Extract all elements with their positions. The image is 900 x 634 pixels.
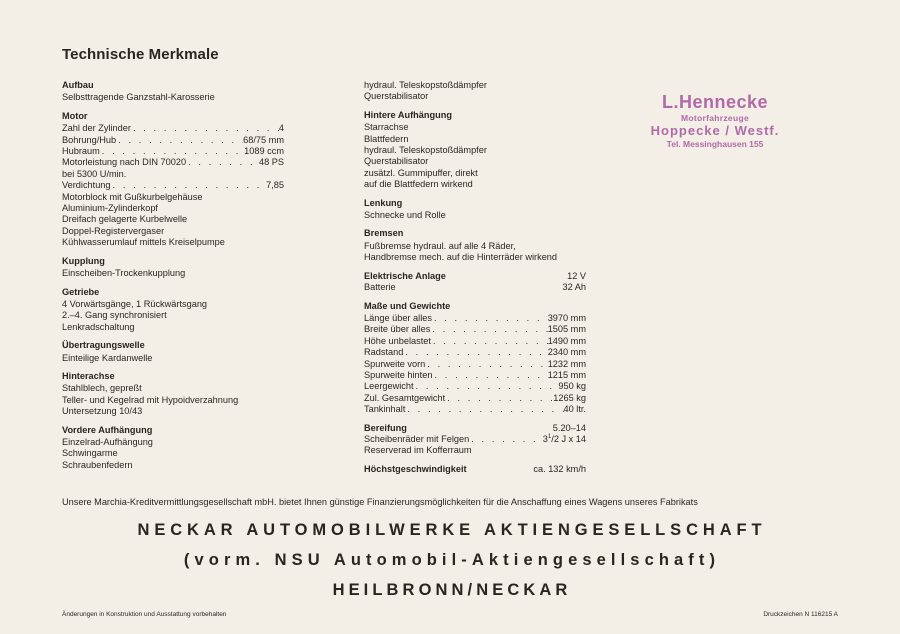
leader-dots	[469, 434, 543, 445]
spec-label: Zahl der Zylinder	[62, 123, 131, 134]
spec-line: hydraul. Teleskopstoßdämpfer	[364, 80, 487, 90]
section-vordere-aufhaengung	[62, 425, 284, 472]
middle-column	[364, 80, 586, 482]
leader-dots	[445, 393, 553, 404]
dealer-name: L.Hennecke	[661, 92, 769, 112]
spec-label: Bohrung/Hub	[62, 134, 117, 145]
spec-heading-row	[364, 271, 586, 282]
spec-heading-row	[364, 423, 586, 434]
section-heading: Getriebe	[62, 286, 100, 297]
spec-line: Stahlblech, gepreßt	[62, 383, 142, 394]
spec-label: Spurweite vorn	[364, 358, 426, 369]
spec-value: 950 kg	[558, 381, 586, 392]
dealer-trade: Motorfahrzeuge	[681, 113, 749, 123]
section-heading: Hinterachse	[62, 370, 115, 381]
spec-label: Motorleistung nach DIN 70020	[62, 157, 187, 168]
leader-dots	[116, 135, 243, 146]
spec-line: Blattfedern	[364, 133, 409, 144]
spec-line: Lenkradschaltung	[62, 321, 135, 332]
spec-label: Zul. Gesamtgewicht	[364, 392, 446, 403]
spec-line: Kühlwasserumlauf mittels Kreiselpumpe	[62, 237, 225, 248]
spec-line: Motorblock mit Gußkurbelgehäuse	[62, 191, 203, 202]
spec-row	[364, 336, 586, 347]
rim-value-rest: /2 J x 14	[551, 433, 586, 444]
section-getriebe	[62, 287, 284, 334]
spec-row	[364, 313, 586, 324]
leader-dots	[432, 313, 548, 324]
spec-row	[62, 123, 284, 134]
section-heading: Vordere Aufhängung	[62, 424, 153, 435]
company-location: HEILBRONN/NECKAR	[332, 581, 572, 599]
section-aufbau	[62, 80, 284, 104]
section-heading: Kupplung	[62, 255, 105, 266]
leader-dots	[131, 123, 279, 134]
section-uebertragungswelle	[62, 340, 284, 364]
spec-line: Starrachse	[364, 122, 409, 133]
spec-line: Einscheiben-Trockenkupplung	[62, 268, 186, 279]
spec-value: 1505 mm	[547, 324, 586, 335]
leader-dots	[425, 359, 547, 370]
leader-dots	[186, 157, 259, 168]
spec-row	[364, 393, 586, 404]
spec-line: Einteilige Kardanwelle	[62, 352, 153, 363]
spec-label: Verdichtung	[62, 180, 111, 191]
spec-line: hydraul. Teleskopstoßdämpfer	[364, 145, 487, 156]
spec-line: Selbsttragende Ganzstahl-Karosserie	[62, 92, 215, 103]
section-heading: Hintere Aufhängung	[364, 109, 452, 120]
footer-disclaimer: Änderungen in Konstruktion und Ausstattung vorbehalten	[62, 611, 227, 618]
spec-line: Dreifach gelagerte Kurbelwelle	[62, 214, 188, 225]
finance-note: Unsere Marchia-Kreditvermittlungsgesellschaft mbH. bietet Ihnen günstige Finanzierungsmöglichkeiten für die Anschaffung eines Wagens unseres Fabrikats	[62, 497, 698, 507]
spec-line: bei 5300 U/min.	[62, 168, 127, 179]
spec-value: 68/75 mm	[243, 134, 284, 145]
section-lenkung	[364, 198, 586, 222]
section-heading: Aufbau	[62, 80, 94, 90]
spec-label: Höhe unbelastet	[364, 335, 431, 346]
spec-row	[364, 434, 586, 445]
spec-value: 1215 mm	[547, 369, 586, 380]
spec-line: Schnecke und Rolle	[364, 210, 446, 221]
spec-row	[62, 180, 284, 191]
spec-value: 1490 mm	[547, 335, 586, 346]
left-column	[62, 80, 284, 478]
spec-value: 40 ltr.	[563, 404, 586, 415]
dealer-town: Hoppecke / Westf.	[650, 123, 780, 138]
leader-dots	[431, 336, 548, 347]
spec-value: 1232 mm	[547, 358, 586, 369]
spec-line: auf die Blattfedern wirkend	[364, 179, 473, 190]
spec-row	[62, 157, 284, 168]
spec-value: 5.20–14	[552, 422, 586, 433]
section-heading: Motor	[62, 110, 88, 121]
spec-value: 2340 mm	[547, 347, 586, 358]
spec-value	[543, 434, 586, 445]
spec-label: Radstand	[364, 347, 404, 358]
spec-line: zusätzl. Gummipuffer, direkt	[364, 167, 478, 178]
spec-label: Batterie	[364, 282, 396, 293]
spec-row	[364, 324, 586, 335]
section-hintere-aufhaengung	[364, 110, 586, 191]
page-title: Technische Merkmale	[62, 46, 219, 63]
spec-row	[364, 359, 586, 370]
spec-line: Querstabilisator	[364, 156, 429, 167]
dealer-stamp	[640, 92, 790, 150]
spec-row	[364, 282, 586, 293]
spec-value: 4	[278, 123, 284, 134]
section-masse-gewichte	[364, 301, 586, 416]
spec-line: Schwingarme	[62, 448, 118, 459]
spec-value: 32 Ah	[562, 282, 586, 293]
spec-row	[364, 404, 586, 415]
spec-label: Spurweite hinten	[364, 369, 433, 380]
spec-row	[364, 347, 586, 358]
section-motor	[62, 111, 284, 249]
dealer-phone: Tel. Messinghausen 155	[666, 139, 764, 149]
spec-line: Reserverad im Kofferraum	[364, 445, 472, 456]
section-kupplung	[62, 256, 284, 280]
spec-line: Aluminium-Zylinderkopf	[62, 203, 158, 214]
section-heading: Bereifung	[364, 422, 407, 433]
spec-row	[62, 135, 284, 146]
spec-line: Teller- und Kegelrad mit Hypoidverzahnung	[62, 394, 239, 405]
section-heading: Höchstgeschwindigkeit	[364, 463, 467, 474]
spec-value: 48 PS	[258, 157, 284, 168]
section-hoechstgeschwindigkeit	[364, 464, 586, 475]
spec-label: Tankinhalt	[364, 404, 406, 415]
footer-print-code: Druckzeichen N 116215 A	[763, 611, 838, 618]
spec-line: Querstabilisator	[364, 91, 429, 102]
spec-row	[62, 146, 284, 157]
rim-value-sup: 1	[547, 433, 552, 440]
leader-dots	[430, 324, 547, 335]
section-bremsen	[364, 228, 586, 263]
spec-line: Handbremse mech. auf die Hinterräder wirkend	[364, 252, 558, 263]
spec-label: Länge über alles	[364, 312, 432, 323]
leader-dots	[405, 404, 563, 415]
spec-label: Breite über alles	[364, 324, 431, 335]
leader-dots	[414, 381, 559, 392]
leader-dots	[100, 146, 244, 157]
section-hinterachse	[62, 371, 284, 418]
section-bereifung	[364, 423, 586, 457]
spec-label: Scheibenräder mit Felgen	[364, 433, 470, 444]
leader-dots	[111, 180, 267, 191]
spec-line: Untersetzung 10/43	[62, 406, 143, 417]
spec-value: 12 V	[567, 270, 586, 281]
spec-value: 1265 kg	[553, 392, 586, 403]
spec-row	[364, 381, 586, 392]
spec-line: Einzelrad-Aufhängung	[62, 436, 153, 447]
spec-line: Doppel-Registervergaser	[62, 225, 165, 236]
rim-value-whole: 3	[542, 433, 548, 444]
spec-value: 7,85	[266, 180, 284, 191]
spec-row	[364, 370, 586, 381]
leader-dots	[403, 347, 547, 358]
spec-line: Fußbremse hydraul. auf alle 4 Räder,	[364, 240, 516, 251]
spec-line: Schraubenfedern	[62, 459, 133, 470]
section-heading: Lenkung	[364, 197, 403, 208]
spec-heading-row	[364, 464, 586, 475]
spec-line: 2.–4. Gang synchronisiert	[62, 310, 167, 321]
section-heading: Übertragungswelle	[62, 340, 145, 351]
section-heading: Maße und Gewichte	[364, 300, 451, 311]
spec-value: ca. 132 km/h	[533, 463, 586, 474]
section-elektrische-anlage	[364, 271, 586, 294]
section-front-continued	[364, 80, 586, 103]
spec-label: Hubraum	[62, 146, 100, 157]
section-heading: Elektrische Anlage	[364, 270, 446, 281]
spec-value: 3970 mm	[547, 312, 586, 323]
section-heading: Bremsen	[364, 228, 404, 239]
company-former-name: (vorm. NSU Automobil-Aktiengesellschaft)	[183, 551, 721, 569]
spec-line: 4 Vorwärtsgänge, 1 Rückwärtsgang	[62, 298, 208, 309]
spec-value: 1089 ccm	[244, 146, 284, 157]
leader-dots	[432, 370, 547, 381]
company-name: NECKAR AUTOMOBILWERKE AKTIENGESELLSCHAFT	[137, 521, 767, 539]
spec-label: Leergewicht	[364, 381, 414, 392]
